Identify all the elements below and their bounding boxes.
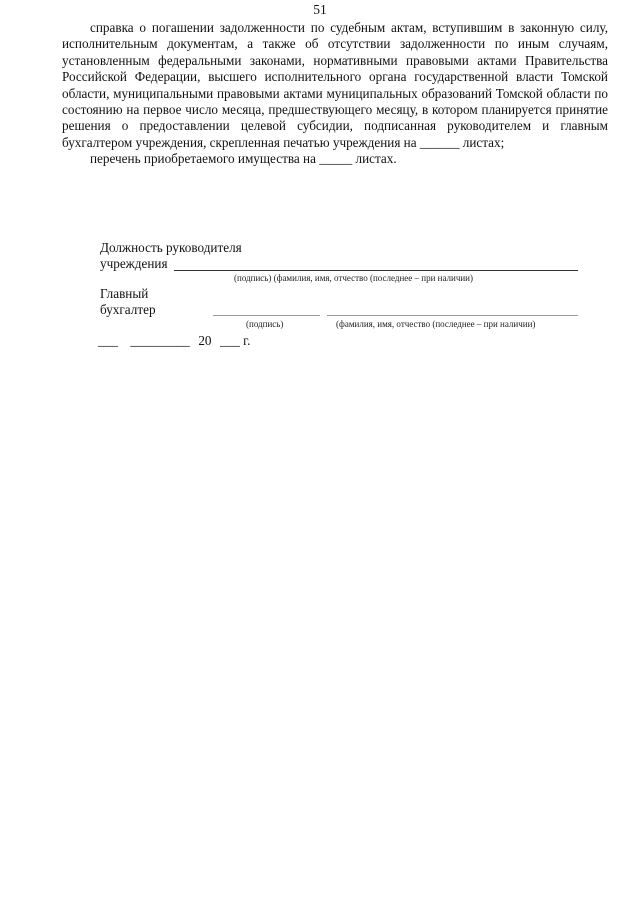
accountant-signature-caption: (подпись) [246,319,284,329]
date-row [98,333,250,349]
accountant-title-label: Главный [100,286,149,301]
head-signature-caption: (подпись) (фамилия, имя, отчество (последнее – при наличии) [234,273,473,283]
accountant-name-line [327,315,578,316]
document-body [62,20,608,168]
paragraph-debt-certificate: справка о погашении задолженности по судебным актам, вступившим в законную силу, исполнительным документам, а также об отсутствии задолженности по иным случаям, установленным федеральными законами, нормативными правовыми актами Правительства Российской Федерации, высшего исполнительного органа государственной власти Томской области, муниципальными правовыми актами муниципальных образований Томской области по состоянию на первое число месяца, предшествующего месяцу, в котором планируется принятие решения о предоставлении целевой субсидии, подписанная руководителем и главным бухгалтером учреждения, скрепленная печатью учреждения на ______ листах; [62,20,608,150]
paragraph-property-list: перечень приобретаемого имущества на _____ листах. [90,151,397,167]
date-year-prefix: 20 [198,333,212,348]
page-number: 51 [313,2,327,17]
date-day-blank: ___ [98,333,118,348]
head-position-label: Должность руководителя [100,240,242,255]
accountant-role-label: бухгалтер [100,302,156,317]
head-institution-label: учреждения [100,256,168,271]
date-suffix: г. [243,333,251,348]
accountant-signature-line [213,315,320,316]
date-year-blank: ___ [220,333,240,348]
head-signature-line [174,270,578,271]
date-month-blank: _________ [130,333,190,348]
accountant-name-caption: (фамилия, имя, отчество (последнее – при наличии) [336,319,536,329]
